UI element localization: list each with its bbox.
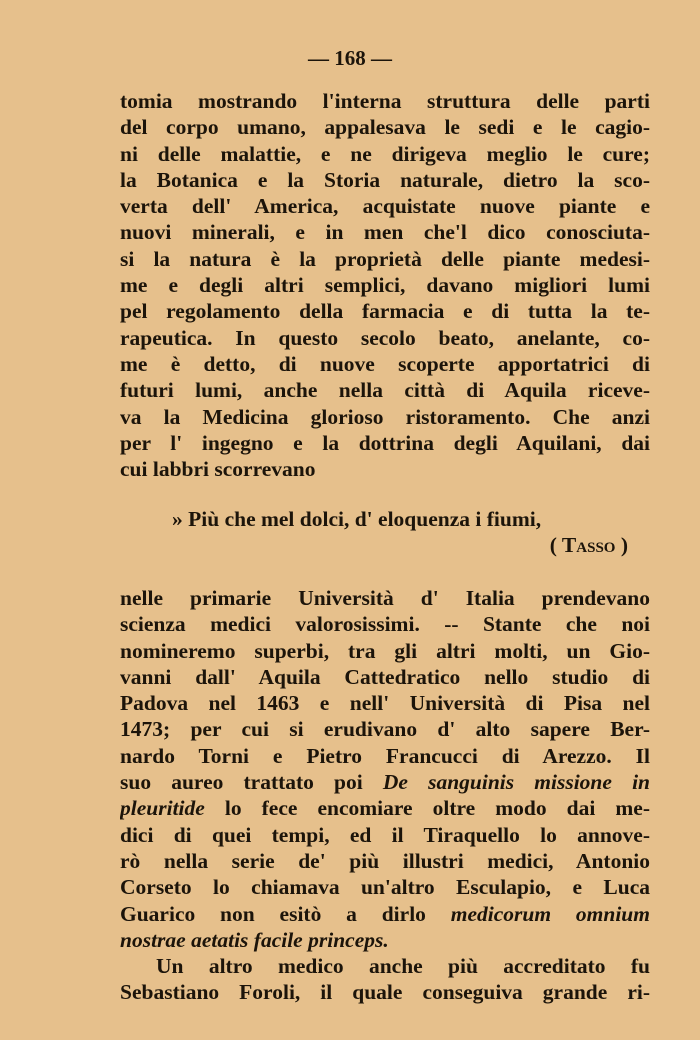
text-segment: nardo Torni e Pietro Francucci di Arezzo. Il bbox=[120, 743, 650, 768]
text-segment: Un altro medico anche più accreditato fu bbox=[156, 954, 650, 979]
paragraph-1 bbox=[120, 88, 650, 482]
text-line bbox=[120, 219, 650, 245]
text-segment: 1473; per cui si erudivano d' alto sapere Ber- bbox=[120, 717, 650, 742]
text-line bbox=[120, 822, 650, 848]
text-line bbox=[120, 88, 650, 114]
italic-text: medicorum omnium bbox=[450, 901, 650, 926]
italic-text: nostrae aetatis facile princeps. bbox=[120, 927, 389, 952]
text-line bbox=[120, 611, 650, 637]
text-segment: del corpo umano, appalesava le sedi e le cagio- bbox=[120, 115, 650, 140]
text-line bbox=[120, 927, 650, 953]
text-line bbox=[120, 743, 650, 769]
paragraph-2 bbox=[120, 585, 650, 1006]
text-line bbox=[120, 769, 650, 795]
text-line bbox=[120, 456, 650, 482]
text-line bbox=[120, 638, 650, 664]
text-segment: rò nella serie de' più illustri medici, Antonio bbox=[120, 848, 650, 873]
text-line bbox=[120, 404, 650, 430]
quote-text: » Più che mel dolci, d' eloquenza i fiumi, bbox=[172, 507, 542, 531]
text-segment: Padova nel 1463 e nell' Università di Pisa nel bbox=[120, 691, 650, 716]
text-line bbox=[120, 193, 650, 219]
text-line bbox=[120, 114, 650, 140]
text-line bbox=[120, 298, 650, 324]
text-segment: tomia mostrando l'interna struttura delle parti bbox=[120, 89, 650, 113]
page-number: — 168 — bbox=[308, 46, 392, 70]
text-segment: nuovi minerali, e in men che'l dico conosciuta- bbox=[120, 220, 650, 245]
text-line bbox=[120, 585, 650, 611]
text-line bbox=[120, 377, 650, 403]
text-segment: la Botanica e la Storia naturale, dietro la sco- bbox=[120, 167, 650, 192]
text-segment: Corseto lo chiamava un'altro Esculapio, e Luca bbox=[120, 875, 650, 900]
text-line bbox=[120, 351, 650, 377]
text-line bbox=[120, 795, 650, 821]
text-segment: me e degli altri semplici, davano migliori lumi bbox=[120, 273, 650, 298]
text-segment: per l' ingegno e la dottrina degli Aquilani, dai bbox=[120, 430, 650, 455]
text-line bbox=[120, 325, 650, 351]
text-line bbox=[120, 167, 650, 193]
text-line bbox=[120, 848, 650, 874]
text-line bbox=[120, 874, 650, 900]
text-segment: rapeutica. In questo secolo beato, anelante, co- bbox=[120, 325, 650, 350]
text-line bbox=[120, 272, 650, 298]
text-segment: me è detto, di nuove scoperte apportatrici di bbox=[120, 351, 650, 376]
text-segment: futuri lumi, anche nella città di Aquila riceve- bbox=[120, 378, 650, 403]
text-segment: dici di quei tempi, ed il Tiraquello lo annove- bbox=[120, 822, 650, 847]
text-segment: pel regolamento della farmacia e di tutta la te- bbox=[120, 299, 650, 324]
text-segment: Guarico non esitò a dirlo bbox=[120, 901, 451, 926]
text-line bbox=[120, 953, 650, 979]
text-segment: scienza medici valorosissimi. -- Stante che noi bbox=[120, 612, 650, 637]
italic-text: pleuritide bbox=[120, 796, 205, 821]
text-segment: cui labbri scorrevano bbox=[120, 457, 316, 482]
text-line bbox=[120, 979, 650, 1005]
text-line bbox=[120, 430, 650, 456]
verse-quotation bbox=[120, 506, 650, 559]
text-line bbox=[120, 716, 650, 742]
text-line bbox=[120, 246, 650, 272]
text-segment: lo fece encomiare oltre modo dai me- bbox=[204, 796, 650, 821]
text-line bbox=[120, 901, 650, 927]
italic-text: De sanguinis missione in bbox=[382, 770, 650, 795]
text-segment: ni delle malattie, e ne dirigeva meglio le cure; bbox=[120, 141, 650, 166]
text-segment: nelle primarie Università d' Italia prendevano bbox=[120, 586, 650, 610]
text-segment: Sebastiano Foroli, il quale conseguiva grande ri- bbox=[120, 980, 650, 1005]
text-segment: vanni dall' Aquila Cattedratico nello studio di bbox=[120, 664, 650, 689]
text-line bbox=[120, 690, 650, 716]
quote-source: ( Tasso ) bbox=[549, 533, 628, 558]
text-segment: verta dell' America, acquistate nuove piante e bbox=[120, 194, 650, 219]
text-line bbox=[120, 664, 650, 690]
text-segment: va la Medicina glorioso ristoramento. Che anzi bbox=[120, 404, 650, 429]
text-segment: si la natura è la proprietà delle piante medesi- bbox=[120, 246, 650, 271]
text-line bbox=[120, 141, 650, 167]
text-segment: suo aureo trattato poi bbox=[120, 770, 383, 795]
text-segment: nomineremo superbi, tra gli altri molti, un Gio- bbox=[120, 638, 650, 663]
